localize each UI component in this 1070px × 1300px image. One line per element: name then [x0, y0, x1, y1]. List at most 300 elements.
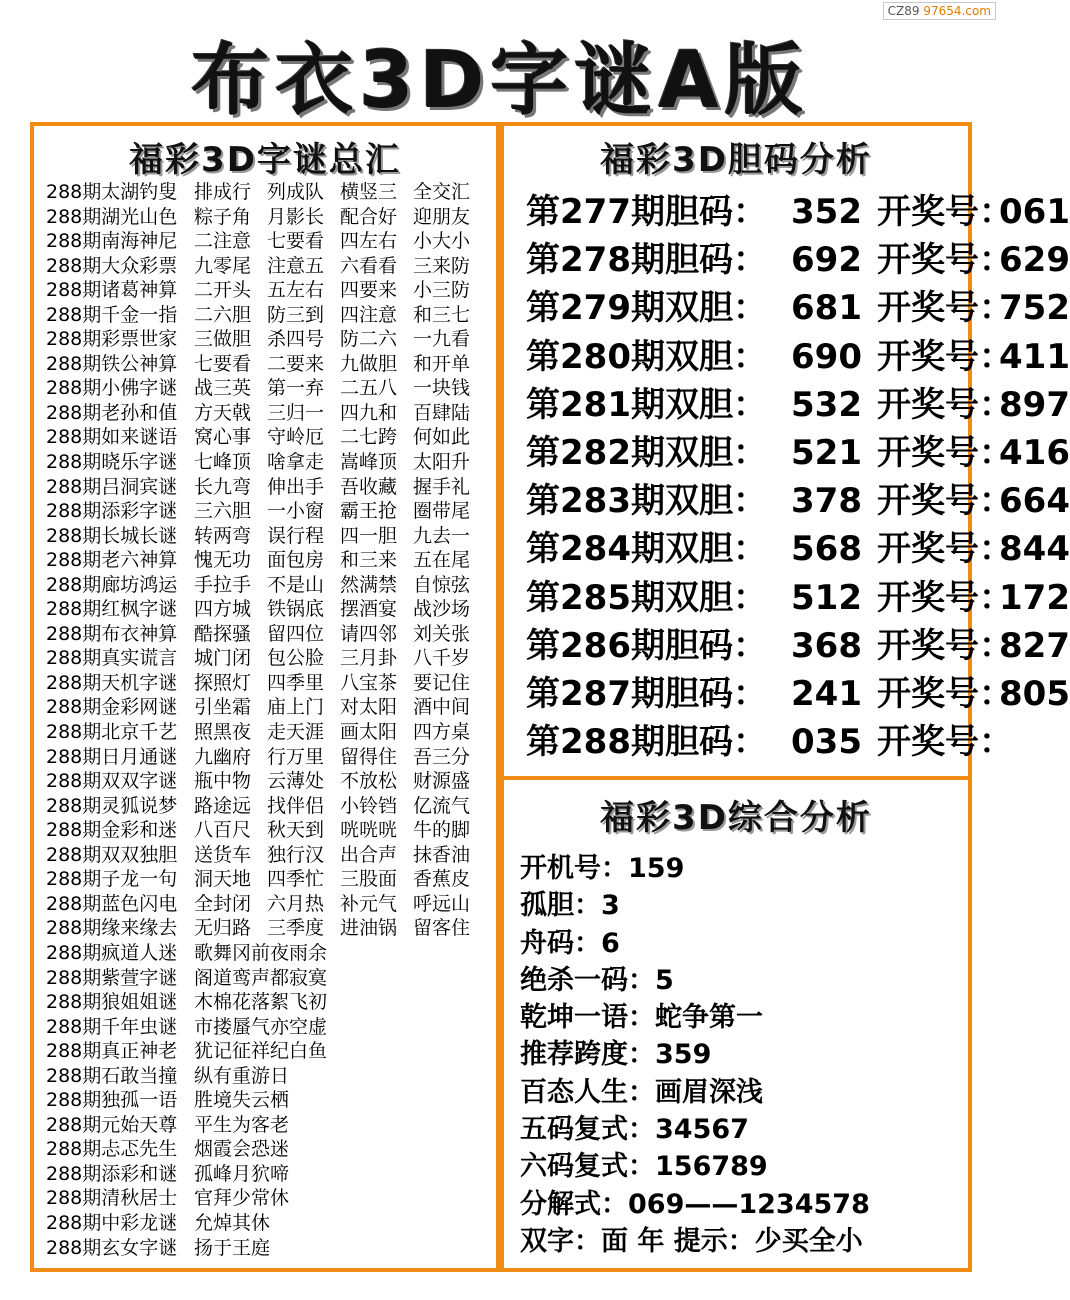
riddle-source: 288期添彩字谜: [46, 500, 178, 523]
riddle-row: [46, 548, 486, 573]
riddle-clue: 伸出手: [267, 475, 325, 498]
riddle-clue: 一九看: [413, 328, 471, 351]
draw-result: 752: [999, 288, 1070, 329]
riddle-source: 288期太湖钓叟: [46, 181, 178, 203]
dan-row: [526, 236, 1070, 284]
riddle-row: [46, 1039, 486, 1064]
draw-label: 开奖号：: [877, 481, 1013, 522]
riddle-source: 288期老孙和值: [46, 401, 178, 424]
riddle-clue: 第一弃: [267, 377, 325, 400]
riddle-panel-title: 福彩3D字谜总汇: [129, 140, 401, 180]
dan-row: [526, 333, 1070, 381]
riddle-clue: 八百尺: [194, 819, 252, 842]
draw-label: 开奖号：: [877, 336, 1013, 377]
draw-result: 805: [999, 673, 1070, 714]
riddle-clue: 愧无功: [194, 549, 252, 572]
watermark-site: 97654.com: [923, 4, 991, 18]
riddle-row: [46, 254, 486, 279]
riddle-clue: 秋天到: [267, 819, 325, 842]
riddle-clue: 包公脸: [267, 647, 325, 670]
analysis-row: 绝杀一码：5: [520, 964, 674, 996]
riddle-clue: 面包房: [267, 549, 325, 572]
riddle-row: [46, 892, 486, 917]
riddle-source: 288期子龙一句: [46, 868, 178, 891]
riddle-clue: 方天戟: [194, 401, 252, 424]
riddle-clue: 纵有重游日: [194, 1064, 290, 1087]
riddle-clue: 酒中间: [413, 696, 471, 719]
dan-period-label: 第277期胆码：: [526, 192, 767, 232]
riddle-row: [46, 794, 486, 819]
riddle-row: [46, 499, 486, 524]
riddle-clue: 探照灯: [194, 671, 252, 694]
riddle-clue: 守岭厄: [267, 426, 325, 449]
riddle-clue: 木棉花落絮飞初: [194, 991, 328, 1014]
riddle-clue: 九幽府: [194, 745, 252, 768]
riddle-source: 288期大众彩票: [46, 254, 178, 277]
riddle-clue: 四左右: [340, 230, 398, 253]
dan-row: [526, 429, 1070, 477]
riddle-clue: 粽子角: [194, 205, 252, 228]
riddle-clue: 四要来: [340, 279, 398, 302]
riddle-clue: 歌舞冈前夜雨余: [194, 941, 328, 964]
draw-result: 172: [999, 577, 1070, 618]
draw-label: 开奖号：: [877, 192, 1013, 232]
draw-label: 开奖号：: [877, 673, 1013, 714]
riddle-clue: 要记住: [413, 671, 471, 694]
riddle-row: [46, 376, 486, 401]
riddle-clue: 横竖三: [340, 181, 398, 203]
riddle-clue: 三月卦: [340, 647, 398, 670]
dan-period-label: 第279期双胆：: [526, 288, 767, 329]
riddle-clue: 五左右: [267, 279, 325, 302]
riddle-clue: 七要看: [194, 352, 252, 375]
analysis-row: 五码复式：34567: [520, 1114, 749, 1146]
riddle-source: 288期南海神尼: [46, 230, 178, 253]
riddle-clue: 九做胆: [340, 352, 398, 375]
riddle-clue: 引坐霜: [194, 696, 252, 719]
riddle-clue: 抹香油: [413, 843, 471, 866]
riddle-panel: [30, 122, 500, 1272]
riddle-clue: 三做胆: [194, 328, 252, 351]
watermark-prefix: CZ89: [887, 4, 920, 18]
riddle-clue: 请四邻: [340, 622, 398, 645]
riddle-clue: 平生为客老: [194, 1113, 290, 1136]
riddle-clue: 留客住: [413, 917, 471, 940]
dan-number: 378: [791, 481, 862, 522]
riddle-source: 288期小佛字谜: [46, 377, 178, 400]
dan-row: [526, 574, 1070, 622]
riddle-row: [46, 327, 486, 352]
riddle-row: [46, 180, 486, 205]
riddle-clue: 四季里: [267, 671, 325, 694]
riddle-clue: 二六胆: [194, 303, 252, 326]
riddle-source: 288期晓乐字谜: [46, 451, 178, 474]
riddle-clue: 市搂蜃气亦空虚: [194, 1015, 328, 1038]
riddle-row: [46, 597, 486, 622]
riddle-clue: 亿流气: [413, 794, 471, 817]
riddle-source: 288期忐忑先生: [46, 1138, 178, 1161]
riddle-clue: 排成行: [194, 181, 252, 203]
riddle-clue: 呼远山: [413, 892, 471, 915]
riddle-clue: 云薄处: [267, 770, 325, 793]
draw-result: 664: [999, 481, 1070, 522]
riddle-source: 288期彩票世家: [46, 328, 178, 351]
dan-period-label: 第286期胆码：: [526, 625, 767, 666]
riddle-clue: 然满禁: [340, 573, 398, 596]
riddle-source: 288期日月通谜: [46, 745, 178, 768]
riddle-row: [46, 303, 486, 328]
draw-result: 416: [999, 432, 1070, 473]
dan-period-label: 第280期双胆：: [526, 336, 767, 377]
riddle-clue: 长九弯: [194, 475, 252, 498]
riddle-source: 288期布衣神算: [46, 622, 178, 645]
riddle-clue: 不是山: [267, 573, 325, 596]
riddle-source: 288期吕洞宾谜: [46, 475, 178, 498]
riddle-source: 288期狼姐姐谜: [46, 991, 178, 1014]
riddle-row: [46, 1015, 486, 1040]
dan-row: [526, 718, 1070, 766]
riddle-clue: 八宝茶: [340, 671, 398, 694]
riddle-list: [46, 180, 486, 1260]
riddle-row: [46, 1236, 486, 1261]
dan-period-label: 第285期双胆：: [526, 577, 767, 618]
riddle-source: 288期湖光山色: [46, 205, 178, 228]
analysis-row: 舟码：6: [520, 927, 620, 959]
riddle-clue: 何如此: [413, 426, 471, 449]
riddle-clue: 刘关张: [413, 622, 471, 645]
riddle-source: 288期北京千艺: [46, 721, 178, 744]
riddle-row: [46, 1162, 486, 1187]
analysis-row: 六码复式：156789: [520, 1151, 768, 1183]
riddle-row: [46, 966, 486, 991]
riddle-clue: 阁道鸾声都寂寞: [194, 966, 328, 989]
draw-result: 061: [999, 192, 1070, 232]
riddle-clue: 吾三分: [413, 745, 471, 768]
analysis-row: 孤胆：3: [520, 890, 620, 922]
riddle-source: 288期蓝色闪电: [46, 892, 178, 915]
analysis-row: 推荐跨度：359: [520, 1039, 712, 1071]
riddle-clue: 二要来: [267, 352, 325, 375]
riddle-row: [46, 475, 486, 500]
riddle-row: [46, 1186, 486, 1211]
riddle-clue: 配合好: [340, 205, 398, 228]
riddle-row: [46, 769, 486, 794]
riddle-clue: 无归路: [194, 917, 252, 940]
riddle-clue: 九零尾: [194, 254, 252, 277]
draw-label: 开奖号：: [877, 722, 1013, 763]
riddle-clue: 照黑夜: [194, 721, 252, 744]
dan-period-label: 第287期胆码：: [526, 673, 767, 714]
riddle-clue: 画太阳: [340, 721, 398, 744]
riddle-row: [46, 573, 486, 598]
analysis-panel: [500, 776, 972, 1272]
draw-label: 开奖号：: [877, 432, 1013, 473]
riddle-source: 288期金彩和迷: [46, 819, 178, 842]
riddle-clue: 三六胆: [194, 500, 252, 523]
riddle-clue: 迎朋友: [413, 205, 471, 228]
draw-label: 开奖号：: [877, 577, 1013, 618]
riddle-row: [46, 671, 486, 696]
riddle-clue: 转两弯: [194, 524, 252, 547]
riddle-row: [46, 745, 486, 770]
riddle-row: [46, 1088, 486, 1113]
riddle-clue: 和开单: [413, 352, 471, 375]
analysis-row: 双字：面 年 提示：少买全小: [520, 1225, 863, 1257]
riddle-clue: 六月热: [267, 892, 325, 915]
draw-label: 开奖号：: [877, 240, 1013, 281]
riddle-row: [46, 1137, 486, 1162]
dan-period-label: 第281期双胆：: [526, 384, 767, 425]
dan-number: 368: [791, 625, 862, 666]
draw-result: 897: [999, 384, 1070, 425]
riddle-clue: 防二六: [340, 328, 398, 351]
dan-number: 035: [791, 722, 862, 763]
riddle-clue: 手拉手: [194, 573, 252, 596]
riddle-clue: 铁锅底: [267, 598, 325, 621]
riddle-row: [46, 941, 486, 966]
riddle-source: 288期玄女字谜: [46, 1236, 178, 1259]
dan-period-label: 第283期双胆：: [526, 481, 767, 522]
riddle-row: [46, 646, 486, 671]
riddle-clue: 四注意: [340, 303, 398, 326]
riddle-clue: 找伴侣: [267, 794, 325, 817]
dan-period-label: 第282期双胆：: [526, 432, 767, 473]
riddle-row: [46, 425, 486, 450]
riddle-clue: 二注意: [194, 230, 252, 253]
riddle-clue: 和三来: [340, 549, 398, 572]
riddle-clue: 百肆陆: [413, 401, 471, 424]
riddle-clue: 留得住: [340, 745, 398, 768]
riddle-source: 288期老六神算: [46, 549, 178, 572]
riddle-source: 288期添彩和谜: [46, 1162, 178, 1185]
draw-label: 开奖号：: [877, 288, 1013, 329]
riddle-clue: 路途远: [194, 794, 252, 817]
riddle-clue: 进油锅: [340, 917, 398, 940]
riddle-clue: 和三七: [413, 303, 471, 326]
dan-number: 521: [791, 432, 862, 473]
page-title: 布衣3D字谜A版: [191, 36, 809, 126]
riddle-source: 288期金彩网谜: [46, 696, 178, 719]
analysis-list: [520, 850, 870, 1260]
draw-label: 开奖号：: [877, 384, 1013, 425]
dan-number: 512: [791, 577, 862, 618]
analysis-row: 百态人生：画眉深浅: [520, 1076, 763, 1108]
dan-row: [526, 477, 1070, 525]
dan-panel: [500, 122, 1070, 780]
riddle-source: 288期清秋居士: [46, 1187, 178, 1210]
riddle-source: 288期千金一指: [46, 303, 178, 326]
dan-row: [526, 284, 1070, 332]
riddle-source: 288期长城长谜: [46, 524, 178, 547]
riddle-clue: 六看看: [340, 254, 398, 277]
riddle-clue: 独行汉: [267, 843, 325, 866]
riddle-source: 288期如来谜语: [46, 426, 178, 449]
riddle-clue: 霸王抢: [340, 500, 398, 523]
riddle-clue: 洞天地: [194, 868, 252, 891]
riddle-clue: 四方桌: [413, 721, 471, 744]
dan-number: 532: [791, 384, 862, 425]
riddle-row: [46, 622, 486, 647]
riddle-clue: 留四位: [267, 622, 325, 645]
riddle-clue: 战三英: [194, 377, 252, 400]
riddle-source: 288期疯道人迷: [46, 941, 178, 964]
riddle-clue: 烟霞会恐迷: [194, 1138, 290, 1161]
dan-list: [526, 188, 1070, 766]
riddle-clue: 八千岁: [413, 647, 471, 670]
riddle-source: 288期真实谎言: [46, 647, 178, 670]
dan-period-label: 第284期双胆：: [526, 529, 767, 570]
dan-row: [526, 188, 1070, 236]
riddle-clue: 香蕉皮: [413, 868, 471, 891]
riddle-clue: 咣咣咣: [340, 819, 398, 842]
riddle-clue: 犹记征祥纪白鱼: [194, 1040, 328, 1063]
riddle-row: [46, 352, 486, 377]
riddle-clue: 官拜少常休: [194, 1187, 290, 1210]
riddle-clue: 三股面: [340, 868, 398, 891]
riddle-row: [46, 524, 486, 549]
riddle-clue: 送货车: [194, 843, 252, 866]
riddle-clue: 三季度: [267, 917, 325, 940]
dan-period-label: 第278期胆码：: [526, 240, 767, 281]
riddle-clue: 对太阳: [340, 696, 398, 719]
riddle-clue: 孤峰月狖啼: [194, 1162, 290, 1185]
draw-result: 629: [999, 240, 1070, 281]
riddle-clue: 瓶中物: [194, 770, 252, 793]
riddle-row: [46, 450, 486, 475]
riddle-row: [46, 990, 486, 1015]
dan-panel-title: 福彩3D胆码分析: [600, 140, 872, 180]
draw-label: 开奖号：: [877, 529, 1013, 570]
riddle-clue: 补元气: [340, 892, 398, 915]
riddle-clue: 月影长: [267, 205, 325, 228]
riddle-row: [46, 916, 486, 941]
dan-row: [526, 670, 1070, 718]
riddle-clue: 五在尾: [413, 549, 471, 572]
riddle-clue: 走天涯: [267, 721, 325, 744]
dan-number: 241: [791, 673, 862, 714]
riddle-clue: 摆酒宴: [340, 598, 398, 621]
riddle-source: 288期铁公神算: [46, 352, 178, 375]
riddle-clue: 杀四号: [267, 328, 325, 351]
dan-row: [526, 525, 1070, 573]
riddle-clue: 不放松: [340, 770, 398, 793]
riddle-clue: 小三防: [413, 279, 471, 302]
dan-number: 692: [791, 240, 862, 281]
riddle-clue: 财源盛: [413, 770, 471, 793]
dan-number: 568: [791, 529, 862, 570]
riddle-clue: 九去一: [413, 524, 471, 547]
riddle-clue: 列成队: [267, 181, 325, 203]
analysis-row: 分解式：069——1234578: [520, 1188, 870, 1220]
riddle-clue: 胜境失云栖: [194, 1089, 290, 1112]
riddle-source: 288期天机字谜: [46, 671, 178, 694]
riddle-clue: 注意五: [267, 254, 325, 277]
riddle-source: 288期廊坊鸿运: [46, 573, 178, 596]
riddle-clue: 太阳升: [413, 451, 471, 474]
riddle-clue: 二七跨: [340, 426, 398, 449]
riddle-clue: 误行程: [267, 524, 325, 547]
riddle-row: [46, 720, 486, 745]
riddle-clue: 庙上门: [267, 696, 325, 719]
riddle-clue: 酷探骚: [194, 622, 252, 645]
riddle-clue: 牛的脚: [413, 819, 471, 842]
riddle-source: 288期诸葛神算: [46, 279, 178, 302]
riddle-clue: 小铃铛: [340, 794, 398, 817]
riddle-clue: 握手礼: [413, 475, 471, 498]
riddle-row: [46, 1211, 486, 1236]
dan-row: [526, 381, 1070, 429]
riddle-clue: 吾收藏: [340, 475, 398, 498]
riddle-clue: 嵩峰顶: [340, 451, 398, 474]
riddle-source: 288期中彩龙谜: [46, 1211, 178, 1234]
riddle-source: 288期双双独胆: [46, 843, 178, 866]
riddle-clue: 允焯其休: [194, 1211, 271, 1234]
dan-number: 690: [791, 336, 862, 377]
riddle-clue: 三归一: [267, 401, 325, 424]
riddle-clue: 三来防: [413, 254, 471, 277]
riddle-source: 288期独孤一语: [46, 1089, 178, 1112]
riddle-source: 288期缘来缘去: [46, 917, 178, 940]
riddle-clue: 七要看: [267, 230, 325, 253]
riddle-row: [46, 695, 486, 720]
riddle-row: [46, 867, 486, 892]
riddle-clue: 自惊弦: [413, 573, 471, 596]
dan-row: [526, 622, 1070, 670]
riddle-clue: 四季忙: [267, 868, 325, 891]
draw-result: 844: [999, 529, 1070, 570]
riddle-clue: 一块钱: [413, 377, 471, 400]
riddle-clue: 小大小: [413, 230, 471, 253]
riddle-row: [46, 278, 486, 303]
riddle-source: 288期紫萱字谜: [46, 966, 178, 989]
riddle-clue: 战沙场: [413, 598, 471, 621]
riddle-row: [46, 1113, 486, 1138]
analysis-row: 乾坤一语：蛇争第一: [520, 1002, 763, 1034]
riddle-clue: 二五八: [340, 377, 398, 400]
riddle-row: [46, 843, 486, 868]
riddle-source: 288期双双字谜: [46, 770, 178, 793]
riddle-clue: 四一胆: [340, 524, 398, 547]
riddle-clue: 全交汇: [413, 181, 471, 203]
riddle-row: [46, 818, 486, 843]
dan-number: 681: [791, 288, 862, 329]
riddle-source: 288期红枫字谜: [46, 598, 178, 621]
dan-period-label: 第288期胆码：: [526, 722, 767, 763]
riddle-clue: 啥拿走: [267, 451, 325, 474]
riddle-clue: 圈带尾: [413, 500, 471, 523]
riddle-clue: 全封闭: [194, 892, 252, 915]
riddle-clue: 行万里: [267, 745, 325, 768]
riddle-source: 288期元始天尊: [46, 1113, 178, 1136]
riddle-row: [46, 229, 486, 254]
riddle-row: [46, 1064, 486, 1089]
riddle-clue: 四九和: [340, 401, 398, 424]
riddle-clue: 窝心事: [194, 426, 252, 449]
riddle-source: 288期灵狐说梦: [46, 794, 178, 817]
riddle-clue: 出合声: [340, 843, 398, 866]
dan-number: 352: [791, 192, 862, 232]
riddle-clue: 二开头: [194, 279, 252, 302]
riddle-row: [46, 401, 486, 426]
analysis-row: 开机号：159: [520, 853, 685, 884]
analysis-panel-title: 福彩3D综合分析: [600, 798, 872, 838]
riddle-clue: 七峰顶: [194, 451, 252, 474]
riddle-source: 288期千年虫谜: [46, 1015, 178, 1038]
riddle-clue: 扬于王庭: [194, 1236, 271, 1259]
riddle-clue: 城门闭: [194, 647, 252, 670]
riddle-clue: 防三到: [267, 303, 325, 326]
draw-label: 开奖号：: [877, 625, 1013, 666]
